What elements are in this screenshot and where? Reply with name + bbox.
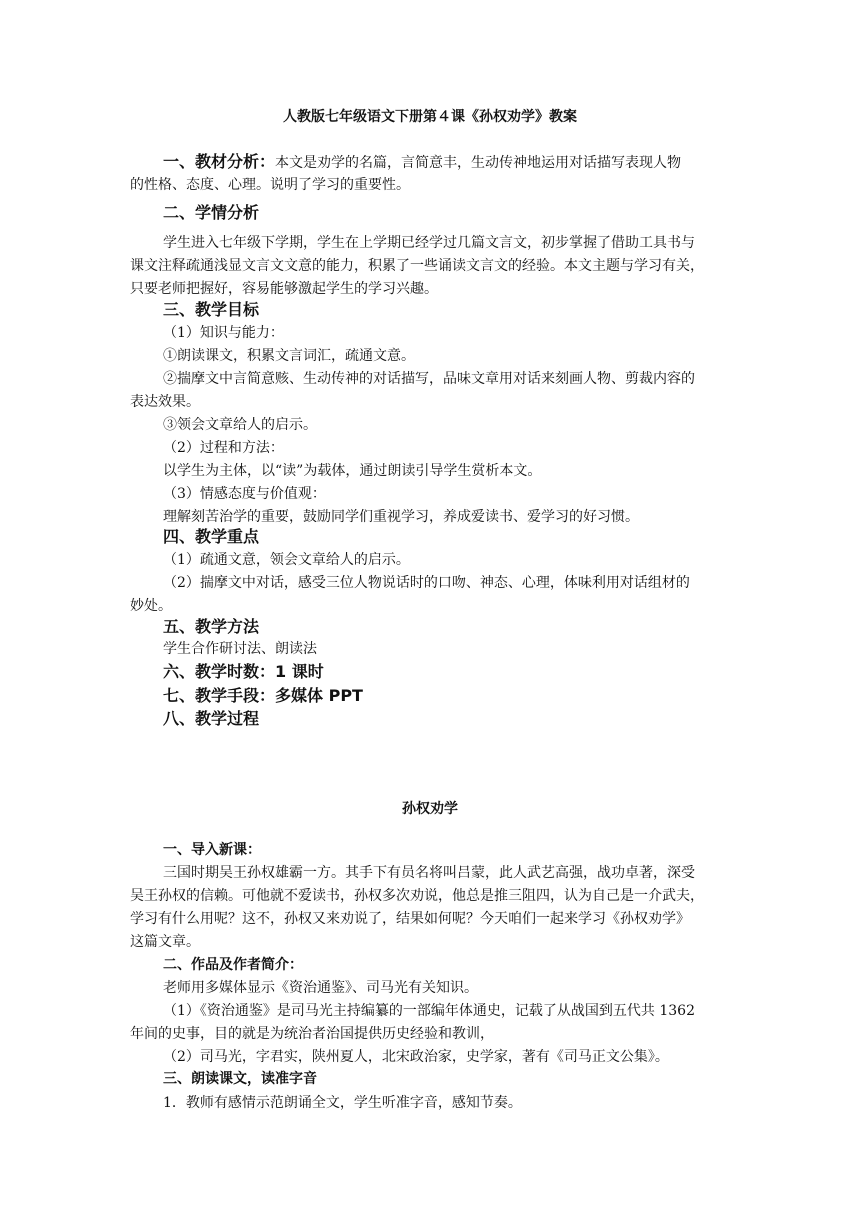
section-3-item-1: ①朗读课文，积累文言词汇，疏通文意。 xyxy=(163,348,415,364)
lesson-part-2-para-3: 年间的史事，目的就是为统治者治国提供历史经验和教训， xyxy=(130,1026,494,1042)
lesson-title: 孙权劝学 xyxy=(402,801,458,817)
section-6-label: 六、教学时数： xyxy=(163,662,276,681)
section-3-item-3: ③领会文章给人的启示。 xyxy=(163,417,317,433)
section-2-heading: 二、学情分析 xyxy=(163,203,260,222)
section-4-item-2-line-2: 妙处。 xyxy=(130,598,172,614)
section-2-para-1: 学生进入七年级下学期，学生在上学期已经学过几篇文言文，初步掌握了借助工具书与 xyxy=(163,235,695,251)
section-1-heading: 一、教材分析： xyxy=(163,152,276,171)
section-3-heading: 三、教学目标 xyxy=(163,300,260,319)
section-4-item-2-line-1: （2）揣摩文中对话，感受三位人物说话时的口吻、神态、心理，体味利用对话组材的 xyxy=(163,575,690,591)
lesson-part-2-para-2: （1）《资治通鉴》是司马光主持编纂的一部编年体通史，记载了从战国到五代共 1362 xyxy=(163,1003,695,1019)
section-8-heading: 八、教学过程 xyxy=(163,709,260,728)
section-3-knowledge-heading: （1）知识与能力： xyxy=(163,325,284,341)
section-1-text-2: 的性格、态度、心理。说明了学习的重要性。 xyxy=(130,177,410,193)
section-5-heading: 五、教学方法 xyxy=(163,617,260,636)
section-7-heading xyxy=(163,684,363,708)
lesson-part-1-para-4: 这篇文章。 xyxy=(130,934,200,950)
section-3-item-2-line-2: 表达效果。 xyxy=(130,394,200,410)
section-1-line-1 xyxy=(163,150,734,175)
lesson-part-3-para-1: 1．教师有感情示范朗诵全文，学生听准字音，感知节奏。 xyxy=(163,1095,522,1111)
lesson-part-2-para-4: （2）司马光，字君实，陕州夏人，北宋政治家，史学家，著有《司马正文公集》。 xyxy=(163,1049,669,1065)
lesson-part-1-para-2: 吴王孙权的信赖。可他就不爱读书，孙权多次劝说，他总是推三阻四，认为自己是一介武夫， xyxy=(130,888,704,904)
section-2-para-2: 课文注释疏通浅显文言文文意的能力，积累了一些诵读文言文的经验。本文主题与学习有关， xyxy=(130,258,704,274)
section-6-value: 1 课时 xyxy=(275,662,324,681)
section-3-item-2-line-1: ②揣摩文中言简意赅、生动传神的对话描写，品味文章用对话来刻画人物、剪裁内容的 xyxy=(163,371,695,387)
section-1-text-1: 本文是劝学的名篇，言简意丰，生动传神地运用对话描写表现人物 xyxy=(275,155,682,171)
document-title: 人教版七年级语文下册第４课《孙权劝学》教案 xyxy=(283,109,577,125)
lesson-part-1-heading: 一、导入新课： xyxy=(163,842,261,858)
section-4-heading: 四、教学重点 xyxy=(163,527,260,546)
section-2-para-3: 只要老师把握好，容易能够激起学生的学习兴趣。 xyxy=(130,281,438,297)
section-7-label: 七、教学手段： xyxy=(163,686,276,705)
section-4-item-1: （1）疏通文意，领会文章给人的启示。 xyxy=(163,552,410,568)
section-5-text: 学生合作研讨法、朗读法 xyxy=(163,641,317,657)
section-7-value: 多媒体 PPT xyxy=(275,686,363,705)
section-3-emotion-heading: （3）情感态度与价值观： xyxy=(163,486,326,502)
lesson-part-3-heading: 三、朗读课文，读准字音 xyxy=(163,1071,317,1087)
section-3-emotion-text: 理解刻苦治学的重要，鼓励同学们重视学习，养成爱读书、爱学习的好习惯。 xyxy=(163,509,639,525)
lesson-part-2-heading: 二、作品及作者简介： xyxy=(163,957,303,973)
section-3-process-text: 以学生为主体，以“读”为载体，通过朗读引导学生赏析本文。 xyxy=(163,463,542,479)
lesson-part-1-para-1: 三国时期吴王孙权雄霸一方。其手下有员名将叫吕蒙，此人武艺高强，战功卓著，深受 xyxy=(163,865,695,881)
lesson-part-2-para-1: 老师用多媒体显示《资治通鉴》、司马光有关知识。 xyxy=(163,980,478,996)
section-6-heading xyxy=(163,660,324,684)
section-3-process-heading: （2）过程和方法： xyxy=(163,440,284,456)
lesson-part-1-para-3: 学习有什么用呢？这不，孙权又来劝说了，结果如何呢？今天咱们一起来学习《孙权劝学》 xyxy=(130,911,690,927)
